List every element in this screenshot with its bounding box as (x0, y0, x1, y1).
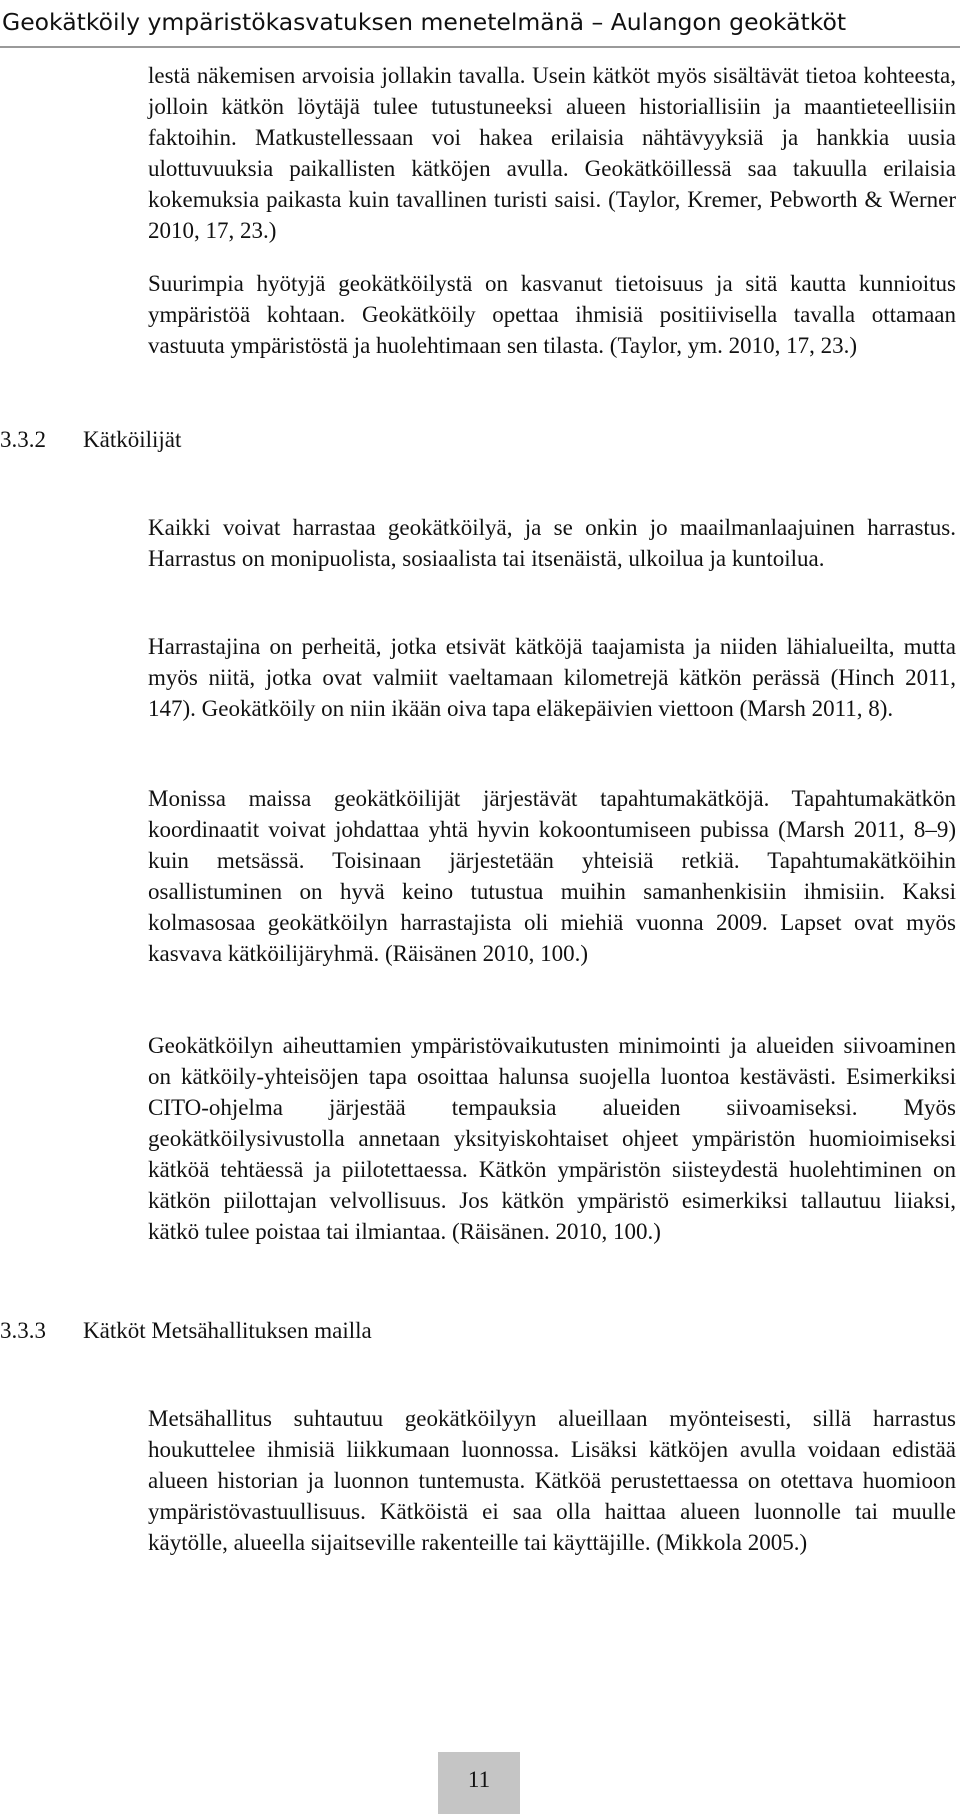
paragraph-families: Harrastajina on perheitä, jotka etsivät kätköjä taajamista ja niiden lähialueilta, mutta myös niitä, jotka ovat valmiit vaeltamaan kilometrejä kätkön perässä (Hinch 2011, 147). Geokätköily on niin ikään oiva tapa eläkepäivien viettoon (Marsh 2011, 8). (148, 634, 956, 721)
paragraph-taylor-intro: lestä näkemisen arvoisia jollakin tavalla. Usein kätköt myös sisältävät tietoa kohteesta, jolloin kätkön löytäjä tulee tutustuneeksi alueen historiallisiin ja maantieteellisiin faktoihin. Matkustellessaan voi hakea erilaisia nähtävyyksiä ja hankkia uusia ulottuvuuksia paikallisten kätköjen avulla. Geokätköillessä saa takuulla erilaisia kokemuksia paikasta kuin tavallinen turisti saisi. (Taylor, Kremer, Pebworth & Werner 2010, 17, 23.) (148, 63, 956, 243)
paragraph-environment: Geokätköilyn aiheuttamien ympäristövaikutusten minimointi ja alueiden siivoaminen on kätköily-yhteisöjen tapa osoittaa halunsa suojella luontoa kestävästi. Esimerkiksi CITO-ohjelma järjestää tempauksia alueiden siivoamiseksi. Myös geokätköilysivustolla annetaan yksityiskohtaiset ohjeet ympäristön huomioimiseksi kätköä tehtäessä ja piilotettaessa. Kätkön ympäristön siisteydestä huolehtiminen on kätkön piilottajan velvollisuus. Jos kätkön ympäristö esimerkiksi tallautuu liiaksi, kätkö tulee poistaa tai ilmiantaa. (Räisänen. 2010, 100.) (148, 1033, 956, 1244)
section-title: Kätköt Metsähallituksen mailla (83, 1318, 372, 1343)
section-number: 3.3.3 (0, 1318, 46, 1343)
running-header (0, 0, 960, 48)
page-number-box (438, 1752, 520, 1814)
section-number: 3.3.2 (0, 427, 46, 452)
paragraph-benefits: Suurimpia hyötyjä geokätköilystä on kasvanut tietoisuus ja sitä kautta kunnioitus ympäristöä kohtaan. Geokätköily opettaa ihmisiä positiivisella tavalla ottamaan vastuuta ympäristöstä ja huolehtimaan sen tilasta. (Taylor, ym. 2010, 17, 23.) (148, 271, 956, 358)
paragraph-events: Monissa maissa geokätköilijät järjestävät tapahtumakätköjä. Tapahtumakätkön koordinaatit voivat johdattaa yhtä hyvin kokoontumiseen pubissa (Marsh 2011, 8–9) kuin metsässä. Toisinaan järjestetään yhteisiä retkiä. Tapahtumakätköihin osallistuminen on hyvä keino tutustua muihin samanhenkisiin ihmisiin. Kaksi kolmasosaa geokätköilyn harrastajista oli miehiä vuonna 2009. Lapset ovat myös kasvava kätköilijäryhmä. (Räisänen 2010, 100.) (148, 786, 956, 966)
page-number: 11 (467, 1767, 491, 1792)
paragraph-metsahallitus: Metsähallitus suhtautuu geokätköilyyn alueillaan myönteisesti, sillä harrastus houkuttelee ihmisiä liikkumaan luonnossa. Lisäksi kätköjen avulla voidaan edistää alueen historian ja luonnon tuntemusta. Kätköä perustettaessa on otettava huomioon ympäristövastuullisuus. Kätköistä ei saa olla haittaa alueen luonnolle tai muulle käytölle, alueella sijaitseville rakenteille tai käyttäjille. (Mikkola 2005.) (148, 1406, 956, 1555)
paragraph-everyone-can: Kaikki voivat harrastaa geokätköilyä, ja se onkin jo maailmanlaajuinen harrastus. Harrastus on monipuolista, sosiaalista tai itsenäistä, ulkoilua ja kuntoilua. (148, 515, 956, 571)
running-header-title: Geokätköily ympäristökasvatuksen menetelmänä – Aulangon geokätköt (2, 8, 847, 36)
section-heading-katkoilijat (0, 424, 181, 455)
section-title: Kätköilijät (83, 427, 182, 452)
section-heading-metsahallitus (0, 1315, 372, 1346)
